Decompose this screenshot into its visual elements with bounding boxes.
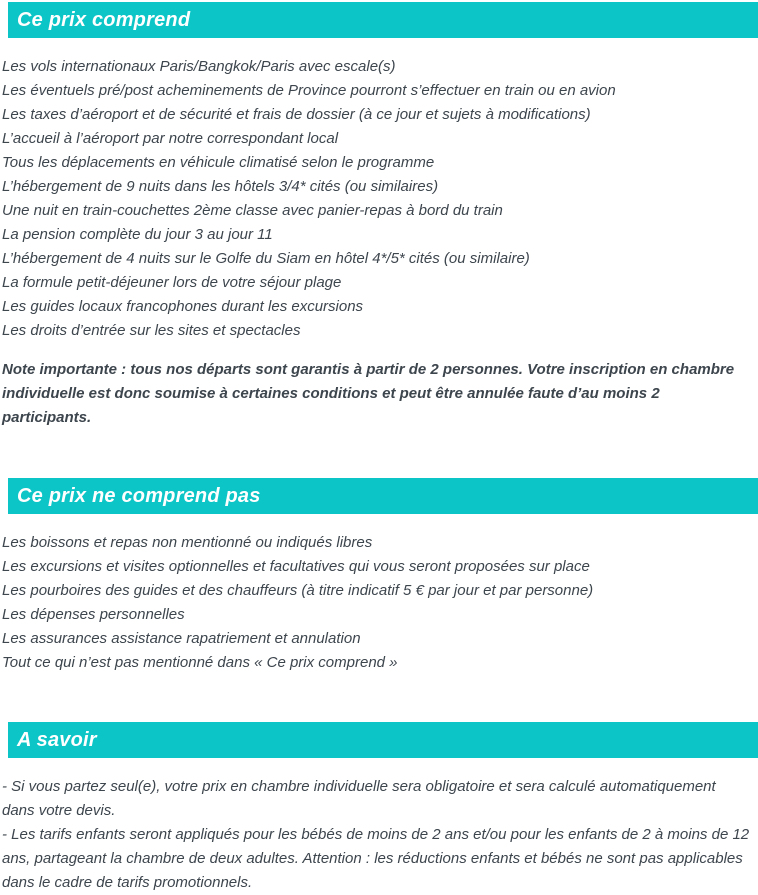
list-item: Les assurances assistance rapatriement et annulation <box>2 630 361 647</box>
list-item: L’hébergement de 9 nuits dans les hôtels 3/4* cités (ou similaires) <box>2 178 439 195</box>
included-list <box>2 55 750 343</box>
header-ce-prix-comprend: Ce prix comprend <box>8 2 758 38</box>
list-item: L’accueil à l’aéroport par notre correspondant local <box>2 130 339 147</box>
not-included-list <box>2 531 750 675</box>
info-paragraph: - Si vous partez seul(e), votre prix en chambre individuelle sera obligatoire et sera calculé automatiquement dans votre devis. <box>2 778 716 819</box>
section-to-know <box>0 722 758 895</box>
list-item: Les pourboires des guides et des chauffeurs (à titre indicatif 5 € par jour et par personne) <box>2 582 594 599</box>
list-item: Les taxes d’aéroport et de sécurité et frais de dossier (à ce jour et sujets à modifications) <box>2 106 591 123</box>
list-item: L’hébergement de 4 nuits sur le Golfe du Siam en hôtel 4*/5* cités (ou similaire) <box>2 250 530 267</box>
header-ce-prix-ne-comprend-pas: Ce prix ne comprend pas <box>8 478 758 514</box>
list-item: Une nuit en train-couchettes 2ème classe avec panier-repas à bord du train <box>2 202 503 219</box>
list-item: Les excursions et visites optionnelles et facultatives qui vous seront proposées sur place <box>2 558 590 575</box>
list-item: Les boissons et repas non mentionné ou indiqués libres <box>2 534 373 551</box>
info-paragraph: - Les tarifs enfants seront appliqués pour les bébés de moins de 2 ans et/ou pour les enfants de 2 à moins de 12 ans, partageant la chambre de deux adultes. Attention : les réductions enfants et bébés ne sont pas applicables dans le cadre de tarifs promotionnels. <box>2 826 750 891</box>
list-item: Les guides locaux francophones durant les excursions <box>2 298 364 315</box>
list-item: La pension complète du jour 3 au jour 11 <box>2 226 273 243</box>
list-item: Les vols internationaux Paris/Bangkok/Paris avec escale(s) <box>2 58 396 75</box>
section-included <box>0 2 758 430</box>
list-item: La formule petit-déjeuner lors de votre séjour plage <box>2 274 342 291</box>
list-item: Les droits d’entrée sur les sites et spectacles <box>2 322 301 339</box>
list-item: Les dépenses personnelles <box>2 606 185 623</box>
list-item: Les éventuels pré/post acheminements de Province pourront s’effectuer en train ou en avion <box>2 82 616 99</box>
section-not-included <box>0 478 758 675</box>
list-item: Tout ce qui n’est pas mentionné dans « Ce prix comprend » <box>2 654 398 671</box>
header-a-savoir: A savoir <box>8 722 758 758</box>
list-item: Tous les déplacements en véhicule climatisé selon le programme <box>2 154 435 171</box>
important-note: Note importante : tous nos départs sont garantis à partir de 2 personnes. Votre inscription en chambre individuelle est donc soumise à certaines conditions et peut être annulée faute d’au moins 2 participants. <box>2 361 735 426</box>
to-know-paragraphs <box>2 775 750 895</box>
